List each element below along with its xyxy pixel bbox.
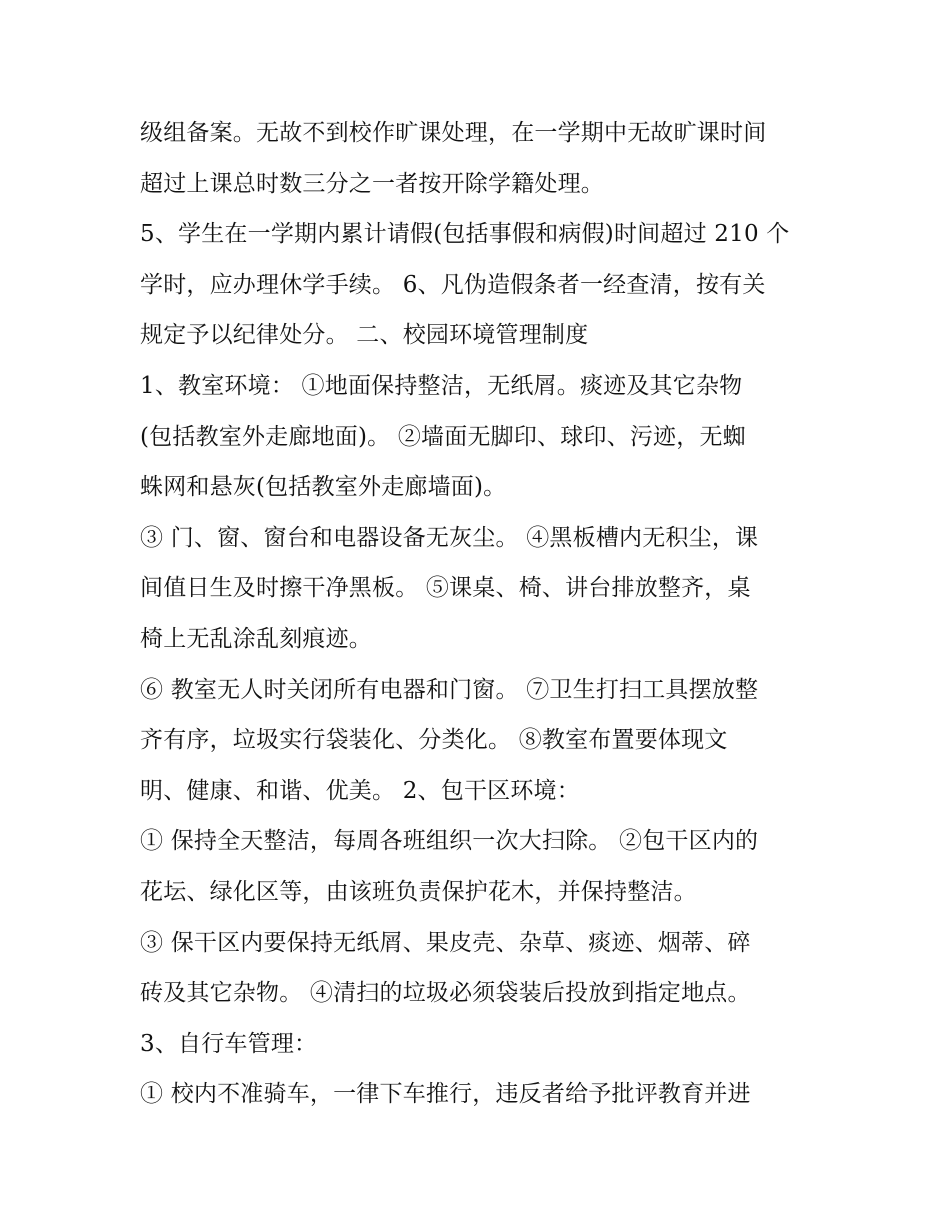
text-line: 3、自行车管理： <box>140 1030 318 1057</box>
document-body <box>140 108 830 1120</box>
text-line: (包括教室外走廊地面)。 ②墙面无脚印、球印、污迹，无蜘 <box>140 423 746 450</box>
text-line: 5、学生在一学期内累计请假(包括事假和病假)时间超过 210 个 <box>140 221 790 248</box>
text-line: 级组备案。无故不到校作旷课处理，在一学期中无故旷课时间 <box>140 120 767 146</box>
text-line: ① 校内不准骑车，一律下车推行，违反者给予批评教育并进 <box>140 1081 751 1108</box>
text-line: 间值日生及时擦干净黑板。 ⑤课桌、椅、讲台排放整齐，桌 <box>140 575 751 602</box>
text-line: 超过上课总时数三分之一者按开除学籍处理。 <box>140 170 604 197</box>
text-line: 砖及其它杂物。 ④清扫的垃圾必须袋装后投放到指定地点。 <box>140 980 751 1007</box>
text-line: 规定予以纪律处分。 二、校园环境管理制度 <box>140 322 589 349</box>
text-line: 齐有序，垃圾实行袋装化、分类化。 ⑧教室布置要体现文 <box>140 727 728 754</box>
text-line: 学时，应办理休学手续。 6、凡伪造假条者一经查清，按有关 <box>140 271 766 298</box>
text-line: ③ 保干区内要保持无纸屑、果皮壳、杂草、痰迹、烟蒂、碎 <box>140 929 751 956</box>
text-line: 椅上无乱涂乱刻痕迹。 <box>140 625 372 652</box>
text-line: 花坛、绿化区等，由该班负责保护花木，并保持整洁。 <box>140 878 697 905</box>
text-line: 明、健康、和谐、优美。 2、包干区环境： <box>140 777 580 804</box>
text-line: ③ 门、窗、窗台和电器设备无灰尘。 ④黑板槽内无积尘，课 <box>140 524 759 551</box>
text-line: ① 保持全天整洁，每周各班组织一次大扫除。 ②包干区内的 <box>140 828 759 855</box>
text-line: ⑥ 教室无人时关闭所有电器和门窗。 ⑦卫生打扫工具摆放整 <box>140 676 759 703</box>
text-line: 1、教室环境： ①地面保持整洁，无纸屑。痰迹及其它杂物 <box>140 372 743 399</box>
text-line: 蛛网和悬灰(包括教室外走廊墙面)。 <box>140 474 507 501</box>
